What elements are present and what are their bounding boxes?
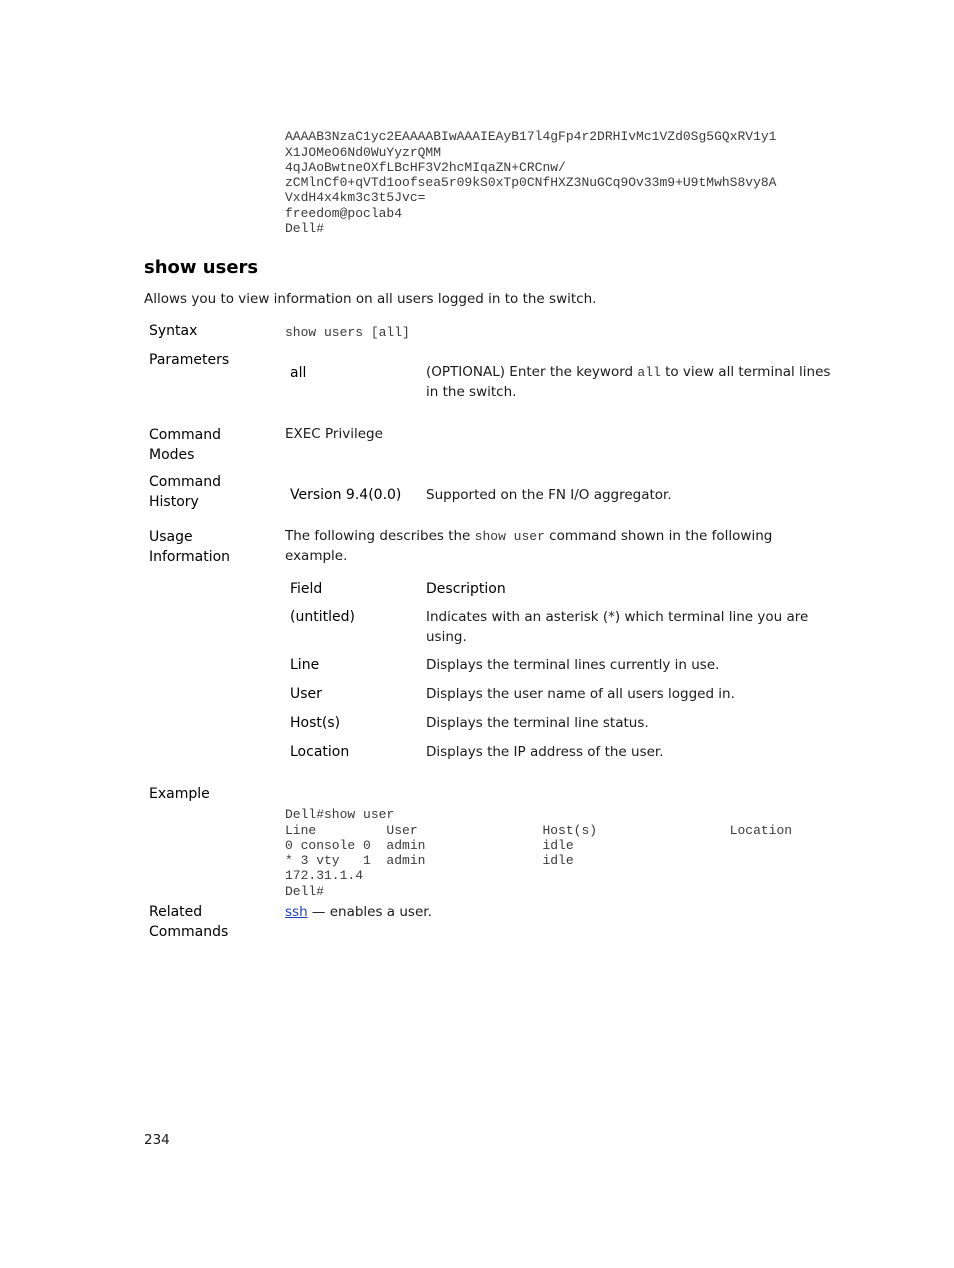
section-intro: Allows you to view information on all users logged in to the switch. <box>144 291 597 307</box>
command-history-label: Command History <box>149 474 221 510</box>
code-line: VxdH4x4km3c3t5Jvc= <box>285 190 426 206</box>
code-line: 4qJAoBwtneOXfLBcHF3V2hcMIqaZN+CRCnw/ <box>285 159 566 175</box>
usage-text-before: The following describes the <box>285 528 475 544</box>
code-line: 0 console 0 admin idle <box>285 837 574 853</box>
command-modes-value: EXEC Privilege <box>285 426 383 442</box>
code-line: X1JOMeO6Nd0WuYyzrQMM <box>285 144 442 160</box>
related-commands-text <box>285 903 432 923</box>
usage-text-code: show user <box>474 529 545 544</box>
related-description: — enables a user. <box>307 904 432 920</box>
table-cell-description: Displays the user name of all users logged in. <box>426 686 735 702</box>
parameter-name: all <box>290 365 307 381</box>
usage-text-after: command shown in the following example. <box>285 528 773 564</box>
section-title: show users <box>144 257 259 278</box>
table-cell-description: Displays the terminal lines currently in use. <box>426 657 720 673</box>
code-line: Dell# <box>285 221 325 237</box>
syntax-value: show users [all] <box>285 325 410 340</box>
code-line: Line User Host(s) Location <box>285 822 793 838</box>
history-description: Supported on the FN I/O aggregator. <box>426 487 672 503</box>
code-line: Dell#show user <box>285 807 395 823</box>
table-cell-description: Displays the terminal line status. <box>426 715 649 731</box>
example-code-block <box>285 792 792 914</box>
parameter-desc-code: all <box>637 365 661 380</box>
parameter-desc-before: (OPTIONAL) Enter the keyword <box>426 364 638 380</box>
history-version: Version 9.4(0.0) <box>290 487 402 503</box>
table-cell-field: Location <box>290 744 350 760</box>
code-line: freedom@poclab4 <box>285 205 403 221</box>
table-header-description: Description <box>426 581 506 597</box>
table-cell-field: (untitled) <box>290 609 355 625</box>
code-line: AAAAB3NzaC1yc2EAAAABIwAAAIEAyB17l4gFp4r2DRHIvMc1VZd0Sg5GQxRV1y1 <box>285 129 777 145</box>
example-label: Example <box>149 786 210 802</box>
table-cell-field: Host(s) <box>290 715 341 731</box>
related-commands-label: Related Commands <box>149 904 229 940</box>
parameter-description <box>426 363 836 402</box>
command-modes-label: Command Modes <box>149 427 221 463</box>
code-line: Dell# <box>285 883 325 899</box>
page-number: 234 <box>144 1132 170 1148</box>
table-cell-field: Line <box>290 657 320 673</box>
syntax-label: Syntax <box>149 323 198 339</box>
table-cell-description: Indicates with an asterisk (*) which terminal line you are using. <box>426 609 809 645</box>
parameters-label: Parameters <box>149 352 230 368</box>
ssh-link[interactable]: ssh <box>285 904 308 920</box>
top-code-block <box>285 114 776 252</box>
code-line: 172.31.1.4 <box>285 868 364 884</box>
table-cell-description: Displays the IP address of the user. <box>426 744 664 760</box>
code-line: zCMlnCf0+qVTd1oofsea5r09kS0xTp0CNfHXZ3NuGCq9Ov33m9+U9tMwhS8vy8A <box>285 175 777 191</box>
usage-information-label: Usage Information <box>149 529 231 565</box>
parameter-desc-after: to view all terminal lines in the switch. <box>426 364 831 400</box>
code-line: * 3 vty 1 admin idle <box>285 853 574 869</box>
usage-text <box>285 527 815 566</box>
table-cell-field: User <box>290 686 322 702</box>
table-header-field: Field <box>290 581 323 597</box>
